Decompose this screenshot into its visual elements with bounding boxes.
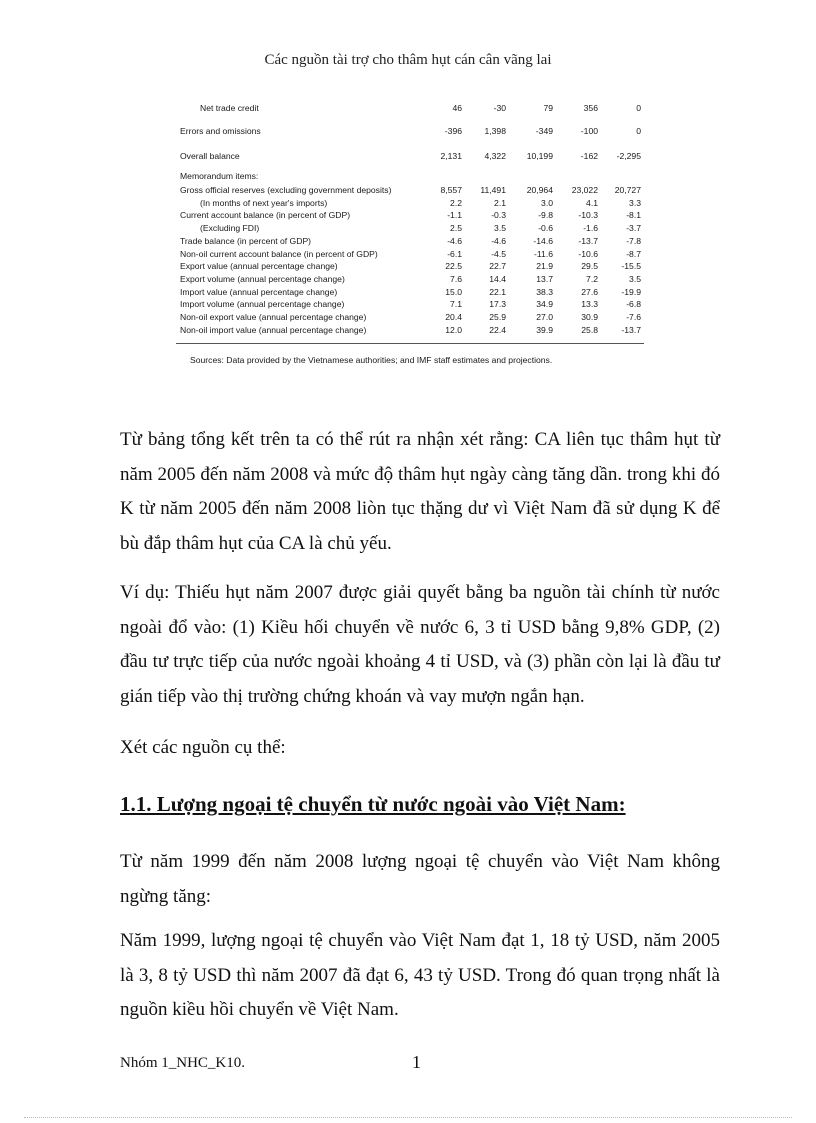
table-cell: 3.5 xyxy=(629,273,641,284)
table-cell: 4,322 xyxy=(484,151,506,161)
table-cell: 20,964 xyxy=(526,185,553,195)
table-cell: 4.1 xyxy=(586,197,598,208)
table-row-label: Net trade credit xyxy=(200,103,259,113)
table-row xyxy=(176,150,644,162)
table-cell: 2.2 xyxy=(450,197,462,208)
table-cell: 20,727 xyxy=(614,185,641,195)
paragraph-ca-summary: Từ bảng tổng kết trên ta có thể rút ra nhận xét rằng: CA liên tục thâm hụt từ năm 2005 đến năm 2008 và mức độ thâm hụt ngày càng tăng dần. trong khi đó K từ năm 2005 đến năm 2008 liòn tục thặng dư vì Việt Nam đã sử dụng K để bù đắp thâm hụt của CA là chủ yếu. xyxy=(120,429,720,555)
table-cell: 20.4 xyxy=(445,312,462,322)
table-row-label: Non-oil import value (annual percentage change) xyxy=(180,324,367,335)
table-cell: 13.7 xyxy=(536,273,553,284)
table-cell: 7.2 xyxy=(586,273,598,284)
table-cell: -8.1 xyxy=(626,210,641,221)
table-cell: 39.9 xyxy=(536,324,553,335)
table-cell: -13.7 xyxy=(578,235,598,246)
table-cell: 2.1 xyxy=(494,197,506,208)
table-source-note: Sources: Data provided by the Vietnamese authorities; and IMF staff estimates and projections. xyxy=(190,355,553,365)
table-cell: 30.9 xyxy=(581,312,598,322)
table-cell: 38.3 xyxy=(536,286,553,297)
table-row xyxy=(176,197,644,209)
table-row-label: (Excluding FDI) xyxy=(200,223,260,234)
table-cell: 0 xyxy=(636,103,641,113)
table-row xyxy=(176,209,644,221)
table-cell: 1,398 xyxy=(484,126,506,136)
table-cell: 15.0 xyxy=(445,286,462,297)
table-cell: -9.8 xyxy=(538,210,553,221)
memorandum-heading: Memorandum items: xyxy=(180,171,259,181)
table-cell: -6.1 xyxy=(447,248,462,259)
table-cell: -7.8 xyxy=(626,235,641,246)
table-cell: -2,295 xyxy=(616,151,641,161)
page-header-title: Các nguồn tài trợ cho thâm hụt cán cân vãng lai xyxy=(264,52,552,68)
table-cell: 27.0 xyxy=(536,312,553,322)
section-heading: 1.1. Lượng ngoại tệ chuyển từ nước ngoài vào Việt Nam: xyxy=(120,792,626,816)
table-row-label: Import value (annual percentage change) xyxy=(180,286,338,297)
table-cell: -100 xyxy=(580,126,598,136)
table-cell: 23,022 xyxy=(571,185,598,195)
table-cell: 7.6 xyxy=(450,273,462,284)
footer-group-label: Nhóm 1_NHC_K10. xyxy=(120,1055,246,1071)
table-cell: 356 xyxy=(583,103,598,113)
paragraph-2007-example: Ví dụ: Thiếu hụt năm 2007 được giải quyết bằng ba nguồn tài chính từ nước ngoài đổ vào: (1) Kiều hối chuyển về nước 6, 3 tỉ USD bằng 9,8% GDP, (2) đầu tư trực tiếp của nước ngoài khoảng 4 tỉ USD, và (3) phần còn lại là đầu tư gián tiếp vào thị trường chứng khoán và vay mượn ngắn hạn. xyxy=(120,582,720,708)
table-row-label: Current account balance (in percent of GDP) xyxy=(180,210,351,221)
table-cell: 12.0 xyxy=(445,324,462,335)
table-row-label: Errors and omissions xyxy=(180,126,261,136)
paragraph-growth-statement: Từ năm 1999 đến năm 2008 lượng ngoại tệ chuyển vào Việt Nam không ngừng tăng: xyxy=(120,851,720,907)
table-row-label: Export volume (annual percentage change) xyxy=(180,273,345,284)
paragraph-sources-intro: Xét các nguồn cụ thể: xyxy=(120,737,286,758)
table-cell: -4.6 xyxy=(447,235,462,246)
paragraph-remittance-figures: Năm 1999, lượng ngoại tệ chuyển vào Việt Nam đạt 1, 18 tỷ USD, năm 2005 là 3, 8 tỷ USD thì năm 2007 đã đạt 6, 43 tỷ USD. Trong đó quan trọng nhất là nguồn kiều hồi chuyển về Việt Nam. xyxy=(120,930,720,1021)
table-cell: -6.8 xyxy=(626,299,641,310)
table-row xyxy=(176,248,644,260)
table-row xyxy=(176,311,644,323)
table-row-label: Gross official reserves (excluding government deposits) xyxy=(180,185,392,195)
page-bottom-border xyxy=(24,1117,792,1118)
table-cell: 22.7 xyxy=(489,261,506,272)
table-cell: -0.6 xyxy=(538,223,553,234)
table-cell: -162 xyxy=(580,151,598,161)
table-cell: -13.7 xyxy=(621,324,641,335)
table-cell: 79 xyxy=(543,103,553,113)
table-cell: 22.4 xyxy=(489,324,506,335)
table-cell: 13.3 xyxy=(581,299,598,310)
table-cell: -1.1 xyxy=(447,210,462,221)
table-cell: 8,557 xyxy=(440,185,462,195)
table-cell: -8.7 xyxy=(626,248,641,259)
table-cell: 10,199 xyxy=(526,151,553,161)
table-row-label: Non-oil export value (annual percentage change) xyxy=(180,312,367,322)
table-cell: -14.6 xyxy=(533,235,553,246)
table-cell: 25.9 xyxy=(489,312,506,322)
table-cell: -7.6 xyxy=(626,312,641,322)
table-cell: 46 xyxy=(452,103,462,113)
table-cell: -19.9 xyxy=(621,286,641,297)
table-row-label: Import volume (annual percentage change) xyxy=(180,299,345,310)
table-cell: 27.6 xyxy=(581,286,598,297)
table-cell: 3.3 xyxy=(629,197,641,208)
table-row xyxy=(176,298,644,310)
table-cell: 2.5 xyxy=(450,223,462,234)
table-cell: -10.6 xyxy=(578,248,598,259)
table-row-label: Overall balance xyxy=(180,151,240,161)
table-cell: 17.3 xyxy=(489,299,506,310)
table-row-label: Export value (annual percentage change) xyxy=(180,261,338,272)
table-row xyxy=(176,222,644,234)
table-cell: 3.5 xyxy=(494,223,506,234)
table-cell: 34.9 xyxy=(536,299,553,310)
table-cell: -15.5 xyxy=(621,261,641,272)
table-cell: -0.3 xyxy=(491,210,506,221)
table-cell: 21.9 xyxy=(536,261,553,272)
table-cell: -30 xyxy=(493,103,506,113)
table-row-label: Non-oil current account balance (in percent of GDP) xyxy=(180,248,378,259)
table-cell: 7.1 xyxy=(450,299,462,310)
table-cell: 11,491 xyxy=(480,185,506,195)
table-row xyxy=(176,102,644,114)
table-row xyxy=(176,324,644,336)
table-cell: -1.6 xyxy=(583,223,598,234)
table-cell: 29.5 xyxy=(581,261,598,272)
table-cell: -11.6 xyxy=(534,248,553,259)
table-row xyxy=(176,286,644,298)
table-cell: 14.4 xyxy=(489,273,506,284)
table-cell: 22.5 xyxy=(445,261,462,272)
table-row xyxy=(176,184,644,196)
table-cell: -10.3 xyxy=(578,210,598,221)
table-cell: -4.6 xyxy=(491,235,506,246)
table-row-label: (In months of next year's imports) xyxy=(200,197,328,208)
table-row xyxy=(176,235,644,247)
table-bottom-rule xyxy=(176,343,644,344)
table-row xyxy=(176,273,644,285)
table-row-label: Trade balance (in percent of GDP) xyxy=(180,235,312,246)
table-cell: 2,131 xyxy=(440,151,462,161)
table-cell: -349 xyxy=(535,126,553,136)
table-cell: -396 xyxy=(444,126,462,136)
table-cell: -3.7 xyxy=(626,223,641,234)
table-cell: 0 xyxy=(636,126,641,136)
table-cell: 25.8 xyxy=(581,324,598,335)
footer-page-number: 1 xyxy=(412,1052,421,1072)
table-cell: -4.5 xyxy=(491,248,506,259)
table-cell: 22.1 xyxy=(489,286,506,297)
table-row xyxy=(176,260,644,272)
table-row xyxy=(176,125,644,137)
table-cell: 3.0 xyxy=(541,197,553,208)
